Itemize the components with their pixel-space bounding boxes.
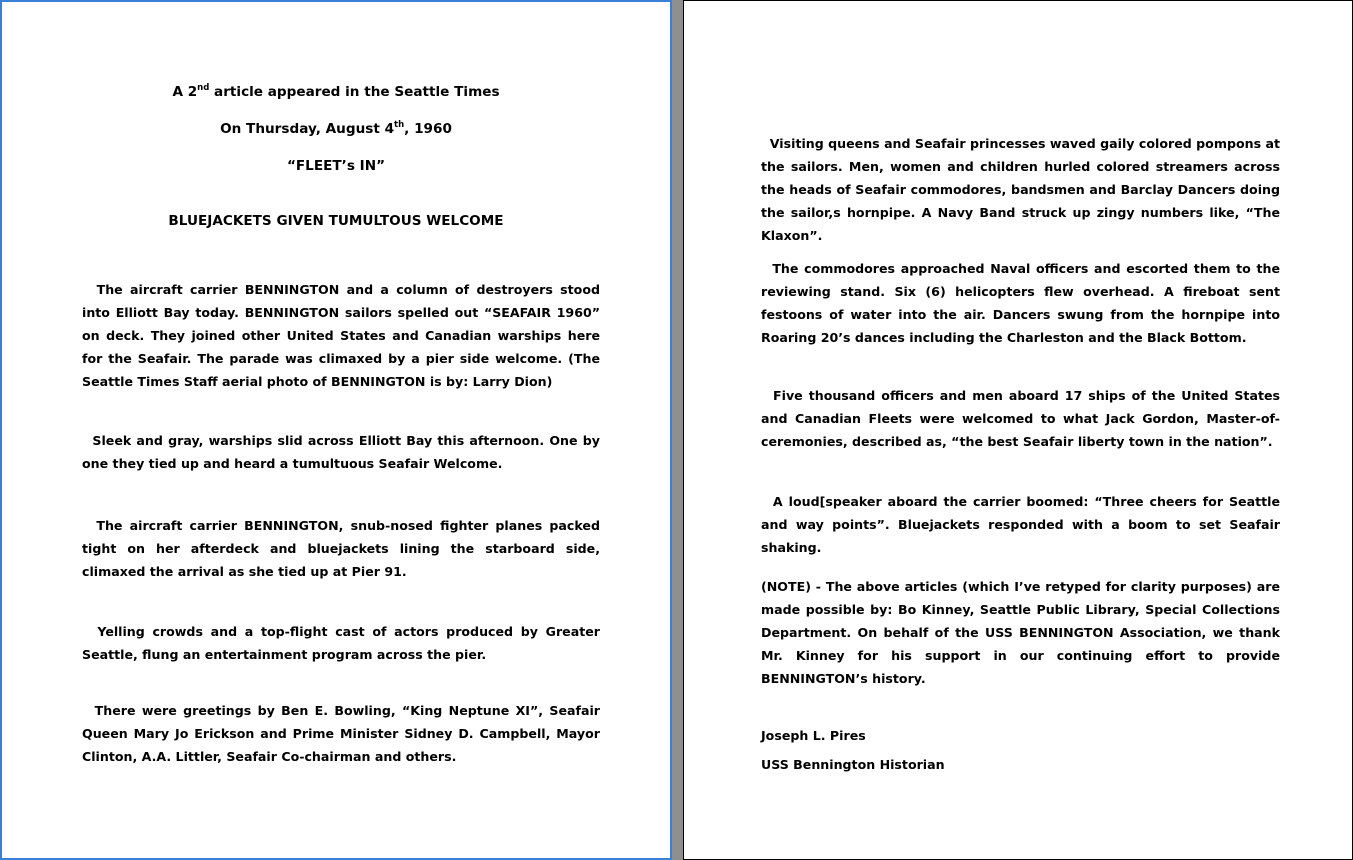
signature-title: USS Bennington Historian xyxy=(761,757,945,772)
paragraph-1: The aircraft carrier BENNINGTON and a column of destroyers stood into Elliott Bay today. BENNINGTON sailors spelled out “SEAFAIR 1960” on deck. They joined other United States and Canadian warships here for the Seafair. The parade was climaxed by a pier side welcome. (The Seattle Times Staff aerial photo of BENNINGTON is by: Larry Dion) xyxy=(82,282,600,389)
paragraph-5: There were greetings by Ben E. Bowling, “King Neptune XI”, Seafair Queen Mary Jo Erickson and Prime Minister Sidney D. Campbell, Mayor Clinton, A.A. Littler, Seafair Co-chairman and others. xyxy=(82,703,600,764)
article-heading-line-2 xyxy=(2,120,670,138)
paragraph-2: Sleek and gray, warships slid across Elliott Bay this afternoon. One by one they tied up and heard a tumultuous Seafair Welcome. xyxy=(82,433,600,471)
heading-text: A 2 xyxy=(172,84,198,100)
signature-name: Joseph L. Pires xyxy=(761,728,866,743)
heading-text: On Thursday, August 4 xyxy=(220,121,395,137)
heading-text: , 1960 xyxy=(404,121,452,137)
ordinal-suffix: nd xyxy=(197,83,210,93)
paragraph-4: Yelling crowds and a top-flight cast of actors produced by Greater Seattle, flung an entertainment program across the pier. xyxy=(82,624,600,662)
paragraph-9: A loud[speaker aboard the carrier boomed: “Three cheers for Seattle and way points”. Bluejackets responded with a boom to set Seafair shaking. xyxy=(761,494,1280,555)
paragraph-7: The commodores approached Naval officers and escorted them to the reviewing stand. Six (6) helicopters flew overhead. A fireboat sent festoons of water into the air. Dancers swung from the hornpipe into Roaring 20’s dances including the Charleston and the Black Bottom. xyxy=(761,261,1280,345)
article-headline: BLUEJACKETS GIVEN TUMULTOUS WELCOME xyxy=(168,213,504,229)
paragraph-8: Five thousand officers and men aboard 17 ships of the United States and Canadian Fleets were welcomed to what Jack Gordon, Master-of-ceremonies, described as, “the best Seafair liberty town in the nation”. xyxy=(761,388,1280,449)
paragraph-6: Visiting queens and Seafair princesses waved gaily colored pompons at the sailors. Men, women and children hurled colored streamers across the heads of Seafair commodores, bandsmen and Barclay Dancers doing the sailor,s hornpipe. A Navy Band struck up zingy numbers like, “The Klaxon”. xyxy=(761,136,1280,243)
document-page-left xyxy=(0,0,672,860)
note-paragraph: (NOTE) - The above articles (which I’ve retyped for clarity purposes) are made possible by: Bo Kinney, Seattle Public Library, Special Collections Department. On behalf of the USS BENNINGTON Association, we thank Mr. Kinney for his support in our continuing effort to provide BENNINGTON’s history. xyxy=(761,579,1280,686)
ordinal-suffix: th xyxy=(394,120,405,130)
article-heading-line-1 xyxy=(2,83,670,101)
paragraph-3: The aircraft carrier BENNINGTON, snub-nosed fighter planes packed tight on her afterdeck and bluejackets lining the starboard side, climaxed the arrival as she tied up at Pier 91. xyxy=(82,518,600,579)
article-title: “FLEET’s IN” xyxy=(286,158,386,174)
heading-text: article appeared in the Seattle Times xyxy=(209,84,500,100)
document-page-right xyxy=(683,0,1353,860)
